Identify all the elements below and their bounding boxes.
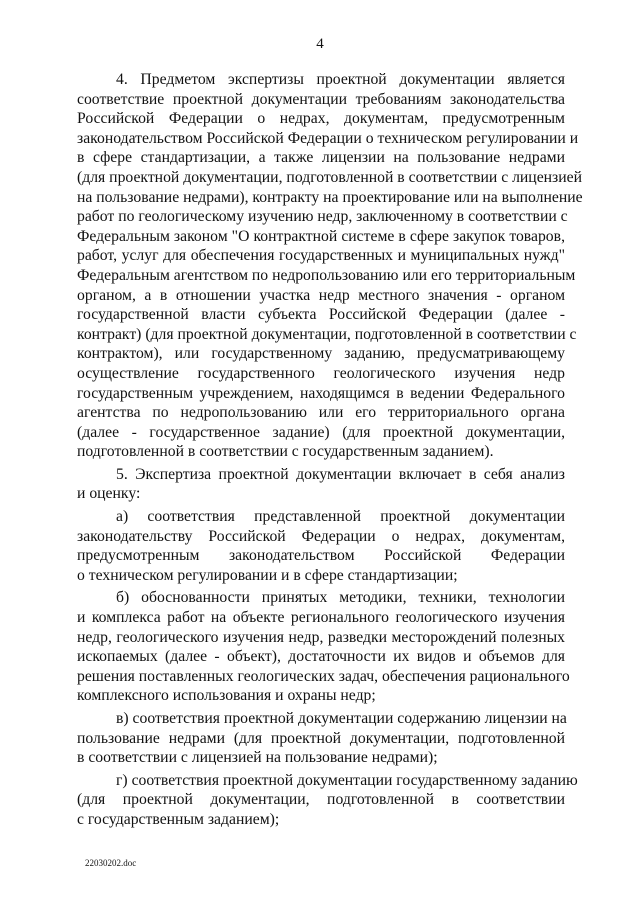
paragraph-5b <box>77 588 570 706</box>
text-line: (для проектной документации, подготовленной в соответствии <box>77 791 565 809</box>
text-line: государственной власти субъекта Российской Федерации (далее - <box>77 306 565 324</box>
text-line: с государственным заданием); <box>77 810 280 828</box>
text-line: на пользование недрами), контракту на проектирование или на выполнение <box>77 188 583 206</box>
paragraph-4 <box>77 70 583 462</box>
paragraph-5a <box>77 507 565 585</box>
text-line: и комплекса работ на объекте регионального геологического изучения <box>77 609 565 627</box>
text-line: предусмотренным законодательством Российской Федерации <box>77 547 565 565</box>
text-line: а) соответствия представленной проектной документации <box>116 508 565 526</box>
text-line: законодательству Российской Федерации о недрах, документам, <box>77 527 565 545</box>
page-number: 4 <box>316 36 324 52</box>
text-line: соответствие проектной документации требованиям законодательства <box>77 90 565 108</box>
paragraph-5g <box>77 771 578 830</box>
text-line: контракт) (для проектной документации, подготовленной в соответствии с <box>77 325 577 343</box>
text-line: Российской Федерации о недрах, документам, предусмотренным <box>77 110 565 128</box>
text-line: 5. Экспертиза проектной документации включает в себя анализ <box>116 465 565 483</box>
text-line: органом, а в отношении участка недр местного значения - органом <box>77 286 565 304</box>
text-line: агентства по недропользованию или его территориального органа <box>77 404 565 422</box>
text-line: и оценку: <box>77 485 141 503</box>
text-line: о техническом регулировании и в сфере стандартизации; <box>77 566 458 584</box>
text-line: в сфере стандартизации, а также лицензии на пользование недрами <box>77 149 565 167</box>
text-line: (для проектной документации, подготовленной в соответствии с лицензией <box>77 168 583 186</box>
text-line: государственным учреждением, находящимся в ведении Федерального <box>77 384 565 402</box>
text-line: работ, услуг для обеспечения государственных и муниципальных нужд" <box>77 247 565 265</box>
text-line: пользование недрами (для проектной документации, подготовленной <box>77 729 565 747</box>
text-line: решения поставленных геологических задач, обеспечения рационального <box>77 667 570 685</box>
text-line: 4. Предметом экспертизы проектной документации является <box>116 71 565 88</box>
paragraph-5v <box>77 709 565 768</box>
text-line: (далее - государственное задание) (для проектной документации, <box>77 423 565 441</box>
text-line: Федеральным законом "О контрактной системе в сфере закупок товаров, <box>77 227 565 245</box>
text-line: работ по геологическому изучению недр, заключенному в соответствии с <box>77 208 568 226</box>
document-filename: 22030202.doc <box>85 858 137 868</box>
text-line: в) соответствия проектной документации содержанию лицензии на <box>116 710 567 727</box>
text-line: б) обоснованности принятых методики, техники, технологии <box>116 589 565 607</box>
text-line: недр, геологического изучения недр, разведки месторождений полезных <box>77 628 565 646</box>
text-line: подготовленной в соответствии с государственным заданием). <box>77 443 494 461</box>
text-line: г) соответствия проектной документации государственному заданию <box>116 771 578 789</box>
text-line: Федеральным агентством по недропользованию или его территориальным <box>77 266 576 284</box>
text-line: законодательством Российской Федерации о техническом регулировании и <box>77 129 579 147</box>
text-line: ископаемых (далее - объект), достаточности их видов и объемов для <box>77 648 565 666</box>
text-line: осуществление государственного геологического изучения недр <box>77 364 565 382</box>
paragraph-5 <box>77 465 565 504</box>
text-line: комплексного использования и охраны недр; <box>77 687 376 705</box>
text-line: контрактом), или государственному заданию, предусматривающему <box>77 345 565 363</box>
text-line: в соответствии с лицензией на пользование недрами); <box>77 749 438 767</box>
document-body <box>77 70 583 830</box>
